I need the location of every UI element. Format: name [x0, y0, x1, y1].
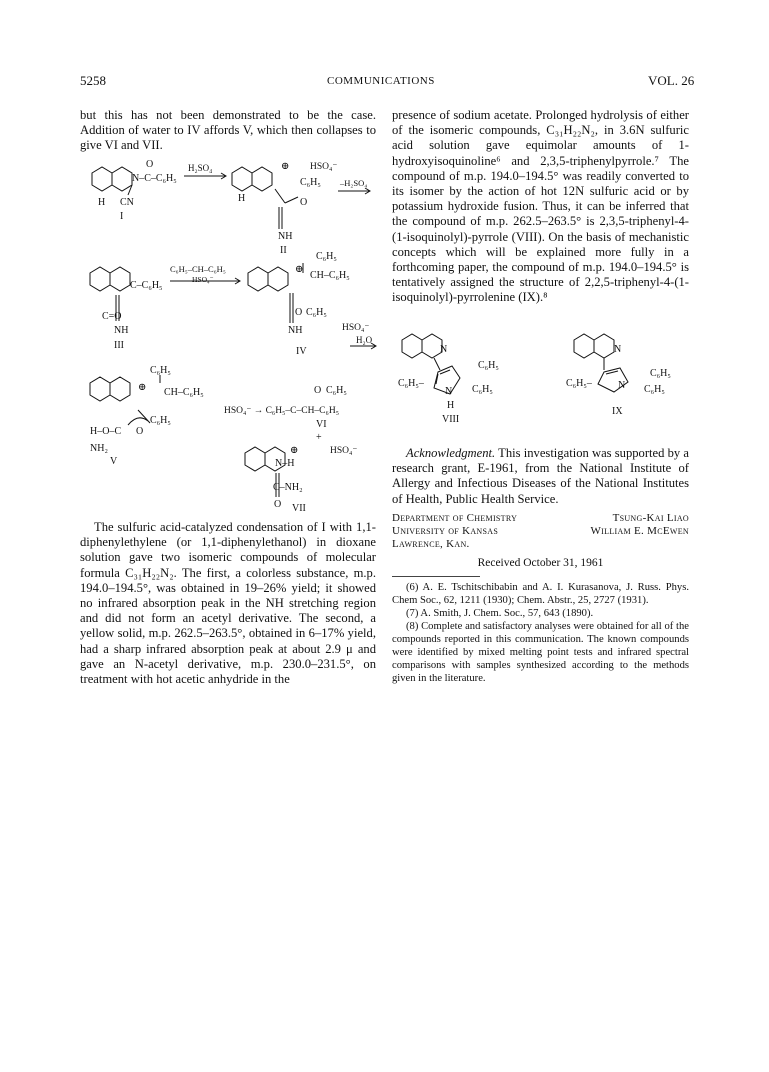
label-ii: II: [280, 245, 287, 256]
left-intro-paragraph: but this has not been demonstrated to be the case. Addition of water to IV affords V, which then collapses to give VI and VII.: [80, 108, 376, 153]
scheme-hso4-1: HSO₄⁻: [310, 162, 338, 172]
scheme-o-6: O: [274, 499, 282, 510]
scheme-hso4-vi: HSO₄⁻ → C₆H₅–C–CH–C₆H₅: [224, 406, 340, 416]
footnote-separator: [392, 576, 480, 577]
scheme-h-o-c: H–O–C: [90, 426, 122, 437]
author-block: [560, 512, 689, 538]
scheme-h-2: H: [238, 193, 246, 204]
acknowledgment-label: Acknowledgment.: [406, 446, 496, 460]
scheme-c-o: C=O: [102, 311, 122, 322]
scheme-nh-3: NH: [288, 325, 303, 336]
scheme-n-c-1: N–C–C₆H₅: [132, 173, 177, 184]
scheme-ch-c6h5-1: CH–C₆H₅: [310, 270, 350, 281]
affiliation-department: Department of Chemistry: [392, 512, 518, 524]
scheme-oplus-1: ⊕: [281, 161, 290, 172]
acknowledgment: [392, 446, 689, 507]
ix-c6h5-right: C₆H₅: [644, 384, 665, 395]
label-i: I: [120, 211, 124, 222]
scheme-c6h5-1: C₆H₅: [300, 177, 321, 188]
scheme-nh-1: NH: [278, 231, 293, 242]
right-body-paragraph: presence of sodium acetate. Prolonged hydrolysis of either of the isomeric compounds, C₃₁H₂₂N₂, in 3.6N sulfuric acid solution gave equimolar amounts of 1-hydroxyisoquinoline⁶ and 2,3,5-triphenylpyrrole.⁷ The compound of m.p. 194.0–194.5° was readily converted to its isomer by the action of hot 12N sulfuric acid or by potassium hydroxide fusion. Thus, it can be inferred that the compound of m.p. 262.5–263.5° is 2,3,5-triphenyl-4-(1-isoquinolyl)-pyrrole (VIII). On the basis of mechanistic concepts which will be explained more fully in a forthcoming paper, the compound of m.p. 194.0–194.5° is tentatively assigned the structure of 2,2,5-triphenyl-4-(1-isoquinolyl)-pyrrolenine (IX).⁸: [392, 108, 689, 305]
author-2: William E. McEwen: [590, 525, 689, 537]
scheme-reagent: C₆H₅–CH–C₆H₅: [170, 264, 226, 274]
scheme-ch-c6h5-2: CH–C₆H₅: [164, 387, 204, 398]
scheme-nh2-1: NH₂: [90, 443, 108, 454]
label-iv: IV: [296, 346, 307, 357]
scheme-o-3: O: [295, 307, 303, 318]
scheme-nh-2: NH: [114, 325, 129, 336]
viii-n-ring: N: [440, 344, 448, 355]
viii-c6h5-top: C₆H₅: [478, 360, 499, 371]
scheme-hso4-3: HSO₄⁻: [330, 446, 358, 456]
footnote-8: (8) Complete and satisfactory analyses were obtained for all of the compounds reported in this communication. The known compounds were identified by mixed melting point tests and infrared spectral comparisons with samples synthesized according to the methods given in the literature.: [392, 621, 689, 684]
scheme-oplus-2: ⊕: [295, 264, 304, 275]
structure-i: [92, 167, 132, 195]
acknowledgment-text: This investigation was supported by a research grant, E-1961, from the National Institute of Allergy and Infectious Diseases of the National Institutes of Health, Public Health Service.: [392, 446, 689, 506]
scheme-reagent-hso4: HSO₄⁻: [192, 275, 214, 284]
volume-label: VOL. 26: [648, 73, 695, 88]
label-ix: IX: [612, 406, 623, 417]
label-iii: III: [114, 340, 124, 351]
structures-viii-ix: [392, 322, 692, 444]
affiliation-university: University of Kansas: [392, 525, 499, 537]
footnotes: [392, 581, 689, 685]
scheme-h-1: H: [98, 197, 106, 208]
label-v: V: [110, 456, 118, 467]
scheme-o-5: O: [136, 426, 144, 437]
scheme-h2so4: H₂SO₄: [188, 163, 213, 173]
scheme-o-2: O: [300, 197, 308, 208]
ix-c6h5-top: C₆H₅: [650, 368, 671, 379]
scheme-oplus-4: ⊕: [290, 445, 299, 456]
viii-n-pyrrole: N: [445, 386, 453, 397]
scheme-hso4-2: HSO₄⁻: [342, 323, 370, 333]
left-body-paragraph: The sulfuric acid-catalyzed condensation of I with 1,1-diphenylethylene (or 1,1-diphenylethanol) in dioxane solution gave two isomeric compounds of molecular formula C₃₁H₂₂N₂. The first, a colorless substance, m.p. 194.0–194.5°, was obtained in 19–26% yield; it showed no infrared absorption peak in the NH stretching region and did not form an acetyl derivative. The second, a yellow solid, m.p. 262.5–263.5°, obtained in 6–17% yield, had a sharp infrared absorption peak at about 2.9 μ and gave an N-acetyl derivative, m.p. 230.0–231.5°, on treatment with hot acetic anhydride in the: [80, 520, 376, 687]
viii-c6h5-right: C₆H₅: [472, 384, 493, 395]
ix-n-pyrrole: N: [618, 380, 626, 391]
scheme-c-c6h5: C–C₆H₅: [130, 280, 163, 291]
label-vi: VI: [316, 419, 327, 430]
running-head: COMMUNICATIONS: [327, 75, 435, 87]
scheme-o-1: O: [146, 159, 154, 170]
ix-c6h5-left: C₆H₅–: [566, 378, 592, 389]
scheme-c-nh2: C–NH₂: [273, 482, 303, 493]
scheme-plus: +: [316, 432, 322, 443]
received-date: Received October 31, 1961: [477, 557, 604, 569]
scheme-c6h5-5: C₆H₅: [326, 385, 347, 396]
scheme-minus-h2so4: –H₂SO₄: [340, 178, 368, 188]
footnote-6: (6) A. E. Tschitschibabin and A. I. Kurasanova, J. Russ. Phys. Chem Soc., 62, 1211 (1930); Chem. Abstr., 25, 2727 (1931).: [392, 582, 689, 606]
viii-h: H: [447, 400, 455, 411]
scheme-o-4: O: [314, 385, 322, 396]
affiliation-city: Lawrence, Kan.: [392, 538, 470, 550]
ix-n-ring: N: [614, 344, 622, 355]
page-number: 5258: [80, 73, 106, 88]
scheme-cn: CN: [120, 197, 134, 208]
scheme-oplus-3: ⊕: [138, 382, 147, 393]
label-vii: VII: [292, 503, 306, 514]
scheme-n-h: N–H: [275, 458, 295, 469]
scheme-c6h5-6: C₆H₅: [150, 415, 171, 426]
label-viii: VIII: [442, 414, 460, 425]
scheme-h2o: H₂O: [356, 335, 373, 345]
footnote-7: (7) A. Smith, J. Chem. Soc., 57, 643 (1890).: [406, 608, 594, 619]
scheme-c6h5-3: C₆H₅: [306, 307, 327, 318]
author-1: Tsung-Kai Liao: [612, 512, 689, 524]
scheme-c6h5-2: C₆H₅: [316, 251, 337, 262]
affiliation-block: [392, 512, 517, 551]
reaction-scheme: [80, 155, 390, 525]
scheme-c6h5-4: C₆H₅: [150, 365, 171, 376]
viii-c6h5-left: C₆H₅–: [398, 378, 424, 389]
